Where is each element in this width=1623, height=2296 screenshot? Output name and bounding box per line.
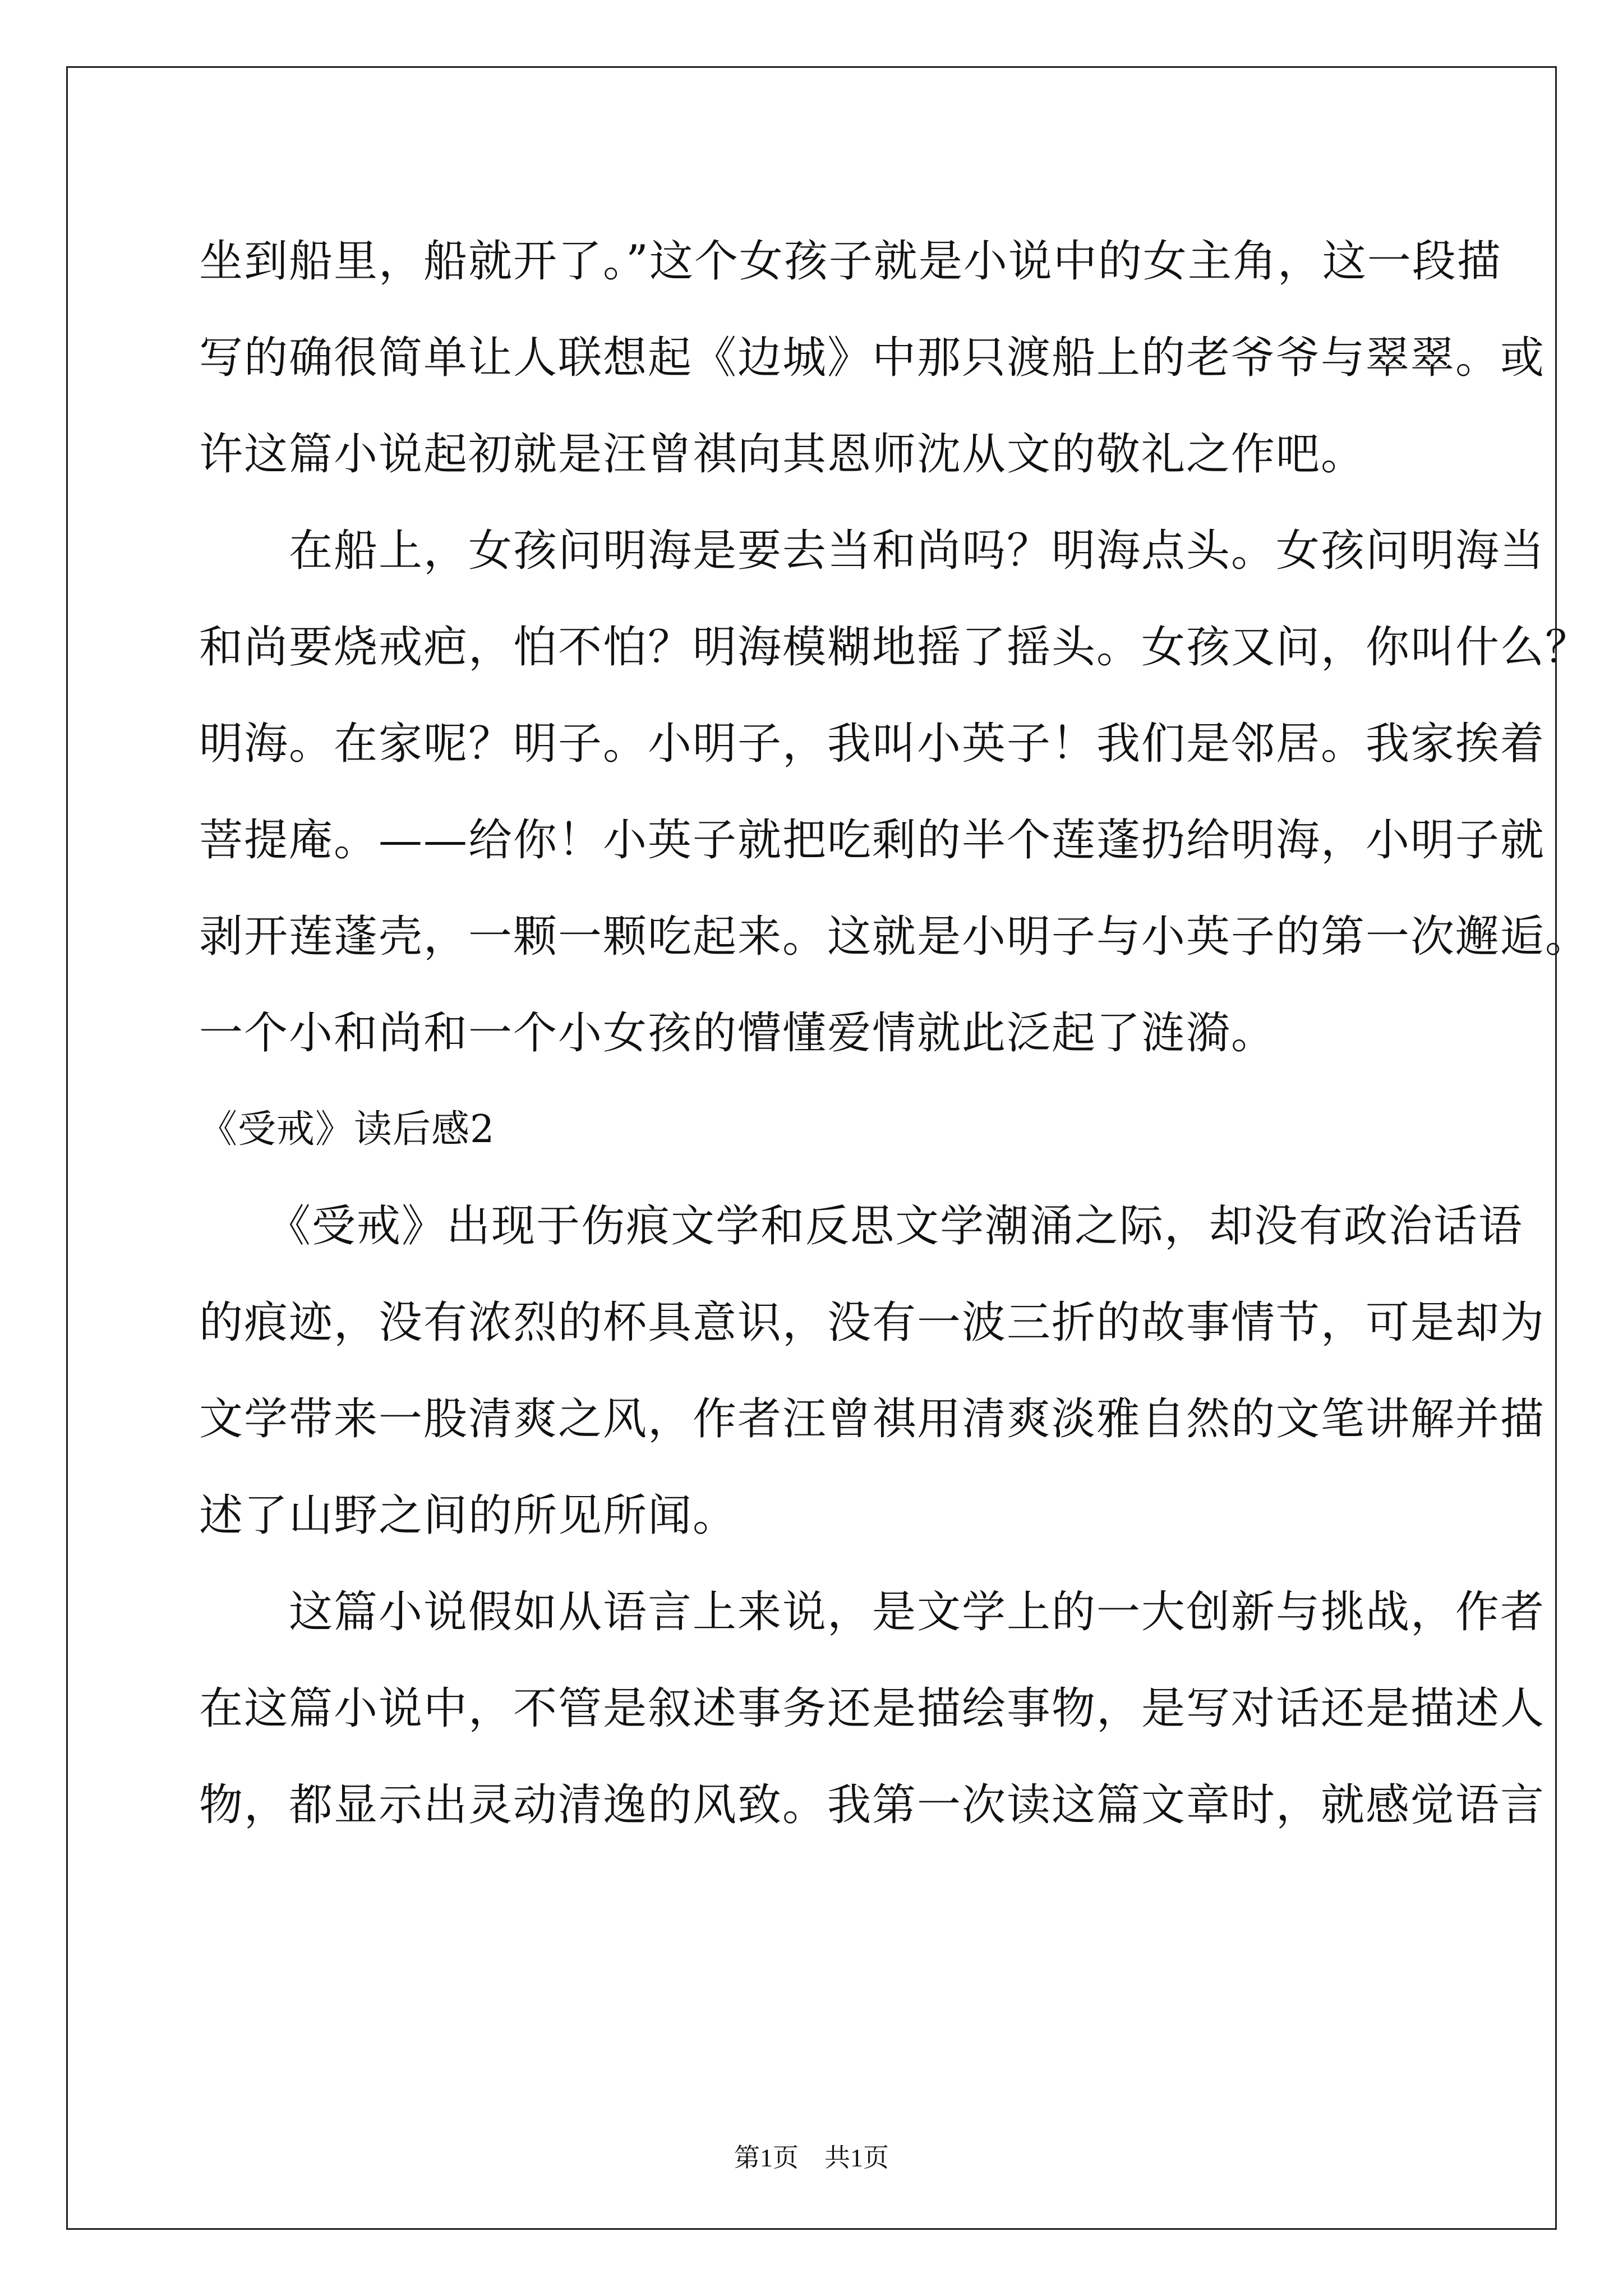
text-line: 物，都显示出灵动清逸的风致。我第一次读这篇文章时，就感觉语言: [199, 1780, 1546, 1830]
document-body: [199, 213, 1590, 1853]
text-line: 许这篇小说起初就是汪曾祺向其恩师沈从文的敬礼之作吧。: [199, 429, 1366, 480]
text-line: 坐到船里，船就开了。”这个女孩子就是小说中的女主角，这一段描: [199, 236, 1502, 287]
text-line: 一个小和尚和一个小女孩的懵懂爱情就此泛起了涟漪。: [199, 1008, 1276, 1059]
text-line: 在船上，女孩问明海是要去当和尚吗？明海点头。女孩问明海当: [199, 526, 1546, 576]
text-line: 的痕迹，没有浓烈的杯具意识，没有一波三折的故事情节，可是却为: [199, 1297, 1546, 1348]
text-line: 《受戒》出现于伤痕文学和反思文学潮涌之际，却没有政治话语: [199, 1201, 1524, 1251]
text-line: 剥开莲蓬壳，一颗一颗吃起来。这就是小明子与小英子的第一次邂逅。: [199, 912, 1590, 962]
text-line: 写的确很简单让人联想起《边城》中那只渡船上的老爷爷与翠翠。或: [199, 333, 1546, 383]
text-line: 这篇小说假如从语言上来说，是文学上的一大创新与挑战，作者: [199, 1587, 1546, 1637]
text-line: 明海。在家呢？明子。小明子，我叫小英子！我们是邻居。我家挨着: [199, 719, 1546, 769]
text-line: 述了山野之间的所见所闻。: [199, 1490, 738, 1541]
text-line: 和尚要烧戒疤，怕不怕？明海模糊地摇了摇头。女孩又问，你叫什么？: [199, 622, 1590, 673]
page-number-footer: 第1页 共1页: [734, 2143, 889, 2172]
text-line: 菩提庵。——给你！小英子就把吃剩的半个莲蓬扔给明海，小明子就: [199, 815, 1546, 866]
section-heading: 《受戒》读后感2: [199, 1107, 495, 1152]
text-line: 在这篇小说中，不管是叙述事务还是描绘事物，是写对话还是描述人: [199, 1683, 1546, 1734]
text-line: 文学带来一股清爽之风，作者汪曾祺用清爽淡雅自然的文笔讲解并描: [199, 1394, 1546, 1444]
